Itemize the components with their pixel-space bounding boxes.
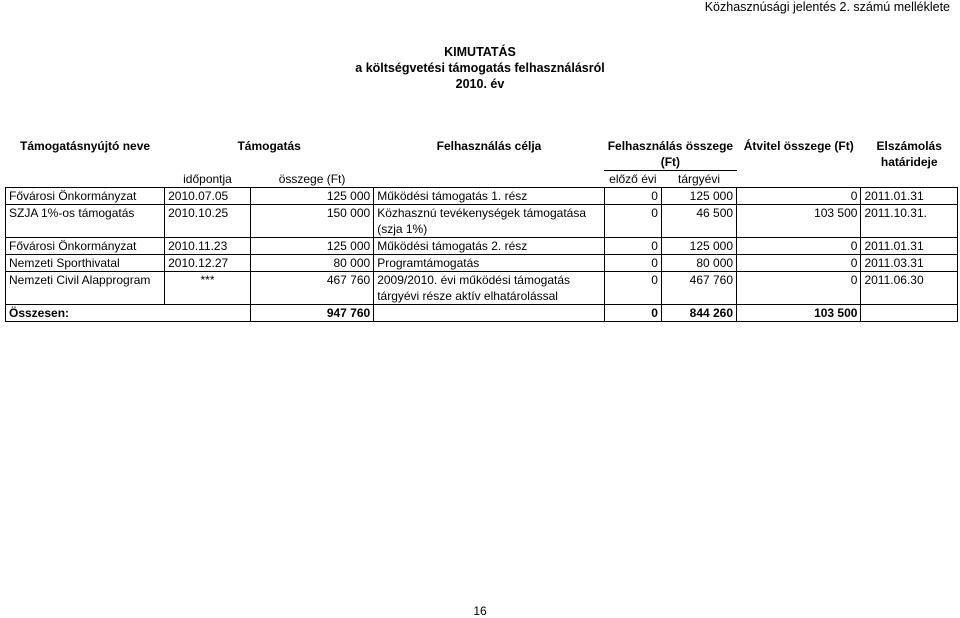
total-label: Összesen: — [6, 305, 251, 322]
carryover-cell: 103 500 — [737, 205, 861, 238]
col-carryover: Átvitel összege (Ft) — [743, 139, 854, 153]
page-number: 16 — [473, 604, 487, 618]
previous-cell: 0 — [604, 188, 661, 205]
carryover-cell: 0 — [737, 188, 861, 205]
total-carryover: 103 500 — [737, 305, 861, 322]
deadline-cell: 2011.01.31 — [861, 238, 958, 255]
title-year: 2010. év — [455, 77, 505, 91]
current-cell: 125 000 — [661, 238, 736, 255]
total-previous: 0 — [604, 305, 661, 322]
purpose-cell: Működési támogatás 2. rész — [374, 238, 605, 255]
date-cell: 2010.10.25 — [165, 205, 251, 238]
title-line-1: KIMUTATÁS — [444, 45, 516, 59]
total-row — [6, 305, 958, 322]
table-subheader-row — [6, 171, 958, 188]
title-line-2: a költségvetési támogatás felhasználásról — [355, 61, 605, 75]
deadline-cell: 2011.06.30 — [861, 272, 958, 305]
col-usage-amount: Felhasználás összege (Ft) — [604, 138, 736, 171]
amount-cell: 80 000 — [250, 255, 373, 272]
amount-cell: 125 000 — [250, 188, 373, 205]
deadline-cell: 2011.03.31 — [861, 255, 958, 272]
grantor-cell: Fővárosi Önkormányzat — [6, 188, 165, 205]
previous-cell: 0 — [604, 272, 661, 305]
current-cell: 46 500 — [661, 205, 736, 238]
purpose-cell: Működési támogatás 1. rész — [374, 188, 605, 205]
previous-cell: 0 — [604, 238, 661, 255]
deadline-cell: 2011.10.31. — [861, 205, 958, 238]
previous-cell: 0 — [604, 255, 661, 272]
current-cell: 467 760 — [661, 272, 736, 305]
document-title — [0, 44, 960, 92]
col-deadline: Elszámolás határideje — [876, 139, 942, 169]
amount-cell: 125 000 — [250, 238, 373, 255]
carryover-cell: 0 — [737, 272, 861, 305]
purpose-cell: 2009/2010. évi működési támogatás tárgyévi része aktív elhatárolással — [374, 272, 605, 305]
grant-usage-table — [5, 138, 958, 322]
deadline-cell: 2011.01.31 — [861, 188, 958, 205]
total-current: 844 260 — [661, 305, 736, 322]
grantor-cell: Nemzeti Civil Alapprogram — [6, 272, 165, 305]
purpose-cell: Programtámogatás — [374, 255, 605, 272]
table-row — [6, 188, 958, 205]
col-purpose: Felhasználás célja — [436, 139, 542, 153]
date-cell: 2010.12.27 — [165, 255, 251, 272]
date-cell: 2010.11.23 — [165, 238, 251, 255]
carryover-cell: 0 — [737, 255, 861, 272]
table-header-row — [6, 138, 958, 171]
col-grant: Támogatás — [237, 139, 301, 153]
table-row — [6, 272, 958, 305]
date-cell: 2010.07.05 — [165, 188, 251, 205]
col-grant-amount: összege (Ft) — [250, 171, 373, 188]
purpose-cell: Közhasznú tevékenységek támogatása (szja 1%) — [374, 205, 605, 238]
current-cell: 80 000 — [661, 255, 736, 272]
carryover-cell: 0 — [737, 238, 861, 255]
current-cell: 125 000 — [661, 188, 736, 205]
total-amount: 947 760 — [250, 305, 373, 322]
date-cell: *** — [165, 272, 251, 305]
previous-cell: 0 — [604, 205, 661, 238]
amount-cell: 150 000 — [250, 205, 373, 238]
col-grant-date: időpontja — [165, 171, 251, 188]
col-grantor: Támogatásnyújtó neve — [20, 139, 151, 153]
table-row — [6, 255, 958, 272]
col-previous-year: előző évi — [604, 171, 661, 188]
grantor-cell: Nemzeti Sporthivatal — [6, 255, 165, 272]
grantor-cell: SZJA 1%-os támogatás — [6, 205, 165, 238]
table-row — [6, 238, 958, 255]
col-current-year: tárgyévi — [661, 171, 736, 188]
amount-cell: 467 760 — [250, 272, 373, 305]
grantor-cell: Fővárosi Önkormányzat — [6, 238, 165, 255]
table-row — [6, 205, 958, 238]
annex-label: Közhasznúsági jelentés 2. számú melléklete — [704, 0, 950, 14]
